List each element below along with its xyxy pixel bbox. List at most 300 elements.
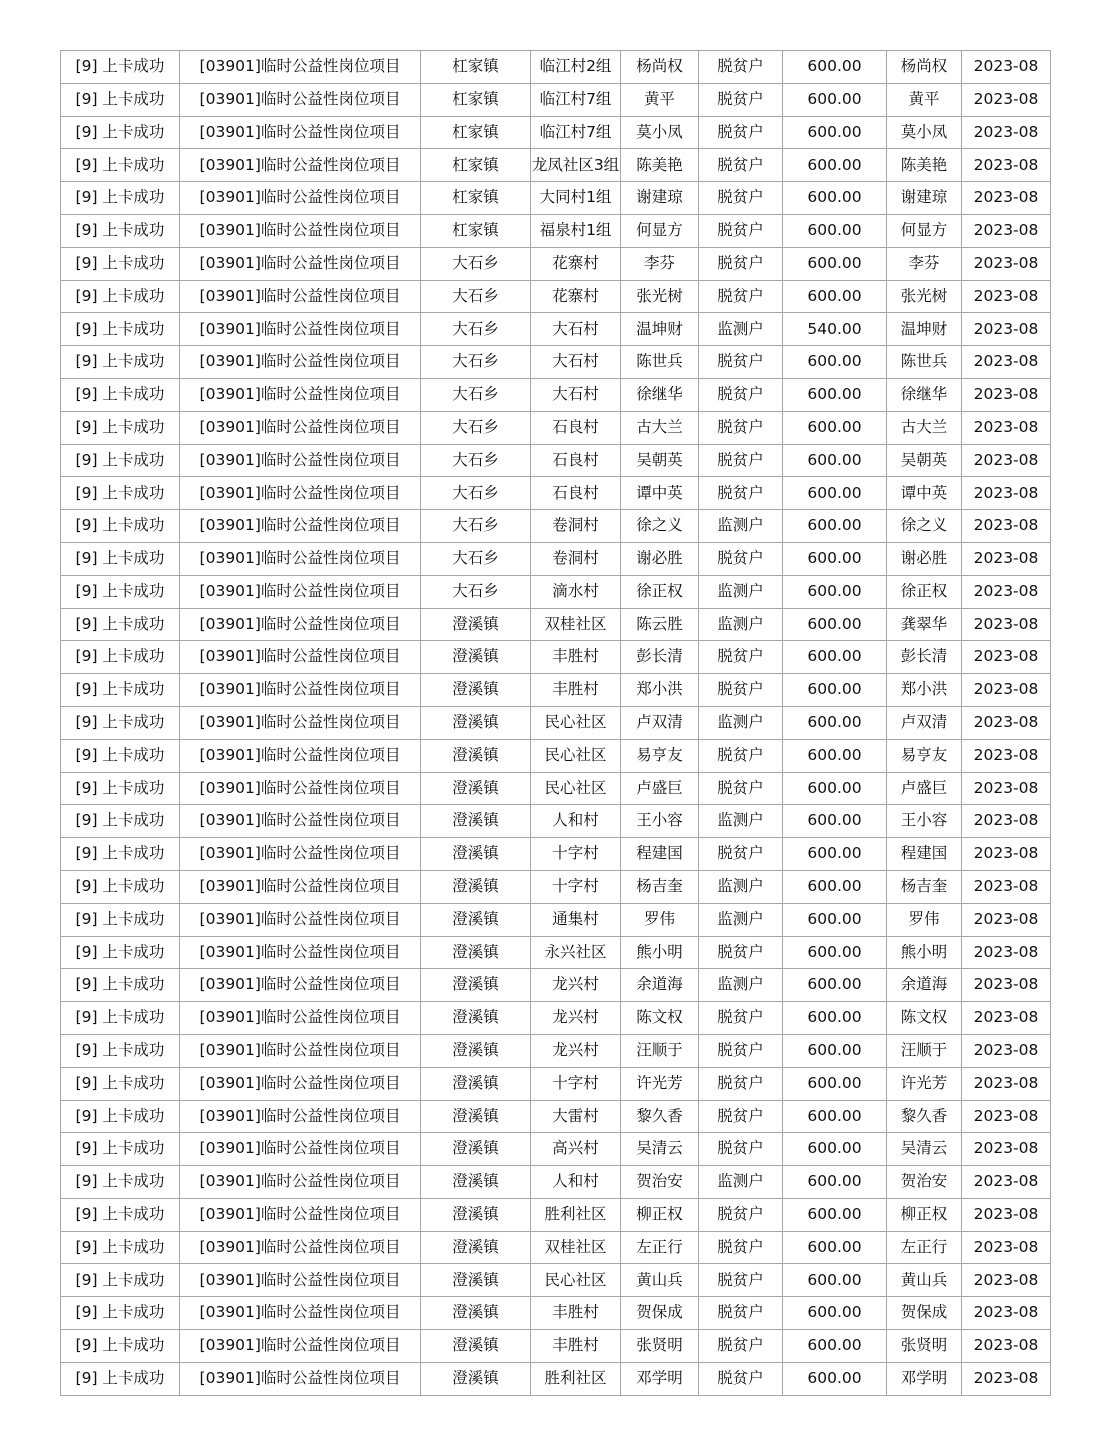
payee-cell: 莫小凤 [887, 116, 962, 149]
amount-cell: 600.00 [783, 838, 887, 871]
village-cell: 临江村2组 [531, 51, 621, 84]
table-row [61, 182, 1051, 215]
village-cell: 龙兴村 [531, 969, 621, 1002]
table-row [61, 51, 1051, 84]
village-cell: 大雷村 [531, 1100, 621, 1133]
name-cell: 陈云胜 [621, 608, 699, 641]
period-cell: 2023-08 [962, 83, 1051, 116]
township-cell: 大石乡 [421, 477, 531, 510]
name-cell: 温坤财 [621, 313, 699, 346]
payee-cell: 黄平 [887, 83, 962, 116]
project-cell: [03901]临时公益性岗位项目 [180, 739, 421, 772]
township-cell: 澄溪镇 [421, 739, 531, 772]
project-cell: [03901]临时公益性岗位项目 [180, 378, 421, 411]
amount-cell: 600.00 [783, 1034, 887, 1067]
household-type-cell: 脱贫户 [699, 1100, 783, 1133]
status-cell: [9] 上卡成功 [61, 838, 180, 871]
table-row [61, 706, 1051, 739]
project-cell: [03901]临时公益性岗位项目 [180, 870, 421, 903]
project-cell: [03901]临时公益性岗位项目 [180, 411, 421, 444]
project-cell: [03901]临时公益性岗位项目 [180, 641, 421, 674]
table-row [61, 641, 1051, 674]
township-cell: 澄溪镇 [421, 1231, 531, 1264]
amount-cell: 600.00 [783, 1198, 887, 1231]
village-cell: 高兴村 [531, 1133, 621, 1166]
status-cell: [9] 上卡成功 [61, 444, 180, 477]
status-cell: [9] 上卡成功 [61, 805, 180, 838]
project-cell: [03901]临时公益性岗位项目 [180, 1002, 421, 1035]
name-cell: 王小容 [621, 805, 699, 838]
name-cell: 徐继华 [621, 378, 699, 411]
township-cell: 杠家镇 [421, 149, 531, 182]
amount-cell: 600.00 [783, 477, 887, 510]
name-cell: 黄山兵 [621, 1264, 699, 1297]
status-cell: [9] 上卡成功 [61, 214, 180, 247]
payee-cell: 彭长清 [887, 641, 962, 674]
household-type-cell: 脱贫户 [699, 1297, 783, 1330]
household-type-cell: 监测户 [699, 805, 783, 838]
table-row [61, 214, 1051, 247]
table-row [61, 411, 1051, 444]
period-cell: 2023-08 [962, 608, 1051, 641]
name-cell: 张光树 [621, 280, 699, 313]
village-cell: 花寨村 [531, 280, 621, 313]
status-cell: [9] 上卡成功 [61, 346, 180, 379]
household-type-cell: 监测户 [699, 969, 783, 1002]
household-type-cell: 脱贫户 [699, 477, 783, 510]
village-cell: 福泉村1组 [531, 214, 621, 247]
township-cell: 澄溪镇 [421, 1166, 531, 1199]
period-cell: 2023-08 [962, 1002, 1051, 1035]
payee-cell: 卢盛巨 [887, 772, 962, 805]
status-cell: [9] 上卡成功 [61, 1231, 180, 1264]
township-cell: 杠家镇 [421, 116, 531, 149]
payee-cell: 余道海 [887, 969, 962, 1002]
amount-cell: 600.00 [783, 182, 887, 215]
project-cell: [03901]临时公益性岗位项目 [180, 936, 421, 969]
period-cell: 2023-08 [962, 1362, 1051, 1395]
amount-cell: 600.00 [783, 378, 887, 411]
township-cell: 澄溪镇 [421, 805, 531, 838]
name-cell: 张贤明 [621, 1330, 699, 1363]
table-row [61, 313, 1051, 346]
payee-cell: 徐正权 [887, 575, 962, 608]
payee-cell: 古大兰 [887, 411, 962, 444]
status-cell: [9] 上卡成功 [61, 772, 180, 805]
payee-cell: 左正行 [887, 1231, 962, 1264]
village-cell: 民心社区 [531, 1264, 621, 1297]
status-cell: [9] 上卡成功 [61, 1198, 180, 1231]
township-cell: 大石乡 [421, 280, 531, 313]
name-cell: 吴朝英 [621, 444, 699, 477]
amount-cell: 600.00 [783, 1297, 887, 1330]
status-cell: [9] 上卡成功 [61, 1297, 180, 1330]
payee-cell: 熊小明 [887, 936, 962, 969]
project-cell: [03901]临时公益性岗位项目 [180, 346, 421, 379]
township-cell: 大石乡 [421, 510, 531, 543]
amount-cell: 600.00 [783, 1067, 887, 1100]
project-cell: [03901]临时公益性岗位项目 [180, 247, 421, 280]
project-cell: [03901]临时公益性岗位项目 [180, 51, 421, 84]
payee-cell: 贺保成 [887, 1297, 962, 1330]
amount-cell: 600.00 [783, 510, 887, 543]
status-cell: [9] 上卡成功 [61, 1133, 180, 1166]
table-row [61, 247, 1051, 280]
project-cell: [03901]临时公益性岗位项目 [180, 542, 421, 575]
table-row [61, 575, 1051, 608]
village-cell: 石良村 [531, 444, 621, 477]
payee-cell: 易亨友 [887, 739, 962, 772]
name-cell: 贺治安 [621, 1166, 699, 1199]
payee-cell: 张贤明 [887, 1330, 962, 1363]
household-type-cell: 监测户 [699, 870, 783, 903]
period-cell: 2023-08 [962, 1166, 1051, 1199]
household-type-cell: 脱贫户 [699, 1231, 783, 1264]
name-cell: 易亨友 [621, 739, 699, 772]
village-cell: 胜利社区 [531, 1198, 621, 1231]
township-cell: 澄溪镇 [421, 969, 531, 1002]
village-cell: 卷洞村 [531, 510, 621, 543]
period-cell: 2023-08 [962, 444, 1051, 477]
table-row [61, 903, 1051, 936]
status-cell: [9] 上卡成功 [61, 83, 180, 116]
village-cell: 龙兴村 [531, 1002, 621, 1035]
name-cell: 谢建琼 [621, 182, 699, 215]
village-cell: 丰胜村 [531, 674, 621, 707]
amount-cell: 600.00 [783, 1362, 887, 1395]
amount-cell: 600.00 [783, 1100, 887, 1133]
period-cell: 2023-08 [962, 1330, 1051, 1363]
project-cell: [03901]临时公益性岗位项目 [180, 280, 421, 313]
amount-cell: 600.00 [783, 116, 887, 149]
period-cell: 2023-08 [962, 969, 1051, 1002]
village-cell: 大同村1组 [531, 182, 621, 215]
status-cell: [9] 上卡成功 [61, 1362, 180, 1395]
village-cell: 民心社区 [531, 772, 621, 805]
table-row [61, 870, 1051, 903]
project-cell: [03901]临时公益性岗位项目 [180, 575, 421, 608]
status-cell: [9] 上卡成功 [61, 575, 180, 608]
village-cell: 丰胜村 [531, 1297, 621, 1330]
household-type-cell: 脱贫户 [699, 838, 783, 871]
project-cell: [03901]临时公益性岗位项目 [180, 1297, 421, 1330]
name-cell: 许光芳 [621, 1067, 699, 1100]
period-cell: 2023-08 [962, 1034, 1051, 1067]
amount-cell: 600.00 [783, 346, 887, 379]
period-cell: 2023-08 [962, 247, 1051, 280]
table-row [61, 378, 1051, 411]
project-cell: [03901]临时公益性岗位项目 [180, 477, 421, 510]
amount-cell: 600.00 [783, 411, 887, 444]
name-cell: 徐正权 [621, 575, 699, 608]
village-cell: 民心社区 [531, 739, 621, 772]
status-cell: [9] 上卡成功 [61, 51, 180, 84]
status-cell: [9] 上卡成功 [61, 542, 180, 575]
period-cell: 2023-08 [962, 51, 1051, 84]
project-cell: [03901]临时公益性岗位项目 [180, 1264, 421, 1297]
status-cell: [9] 上卡成功 [61, 608, 180, 641]
amount-cell: 600.00 [783, 608, 887, 641]
name-cell: 熊小明 [621, 936, 699, 969]
name-cell: 贺保成 [621, 1297, 699, 1330]
table-row [61, 477, 1051, 510]
status-cell: [9] 上卡成功 [61, 1330, 180, 1363]
household-type-cell: 脱贫户 [699, 641, 783, 674]
payee-cell: 谭中英 [887, 477, 962, 510]
amount-cell: 600.00 [783, 280, 887, 313]
period-cell: 2023-08 [962, 149, 1051, 182]
table-row [61, 280, 1051, 313]
amount-cell: 600.00 [783, 542, 887, 575]
amount-cell: 600.00 [783, 1264, 887, 1297]
period-cell: 2023-08 [962, 346, 1051, 379]
status-cell: [9] 上卡成功 [61, 739, 180, 772]
township-cell: 澄溪镇 [421, 903, 531, 936]
village-cell: 丰胜村 [531, 641, 621, 674]
project-cell: [03901]临时公益性岗位项目 [180, 214, 421, 247]
table-row [61, 1231, 1051, 1264]
status-cell: [9] 上卡成功 [61, 116, 180, 149]
township-cell: 澄溪镇 [421, 1067, 531, 1100]
payee-cell: 陈文权 [887, 1002, 962, 1035]
township-cell: 大石乡 [421, 247, 531, 280]
payee-cell: 许光芳 [887, 1067, 962, 1100]
status-cell: [9] 上卡成功 [61, 1264, 180, 1297]
township-cell: 大石乡 [421, 378, 531, 411]
household-type-cell: 脱贫户 [699, 1133, 783, 1166]
status-cell: [9] 上卡成功 [61, 313, 180, 346]
project-cell: [03901]临时公益性岗位项目 [180, 674, 421, 707]
payee-cell: 郑小洪 [887, 674, 962, 707]
name-cell: 陈美艳 [621, 149, 699, 182]
period-cell: 2023-08 [962, 903, 1051, 936]
amount-cell: 600.00 [783, 903, 887, 936]
status-cell: [9] 上卡成功 [61, 641, 180, 674]
payee-cell: 程建国 [887, 838, 962, 871]
household-type-cell: 脱贫户 [699, 378, 783, 411]
period-cell: 2023-08 [962, 739, 1051, 772]
township-cell: 澄溪镇 [421, 641, 531, 674]
payee-cell: 柳正权 [887, 1198, 962, 1231]
name-cell: 卢双清 [621, 706, 699, 739]
name-cell: 吴清云 [621, 1133, 699, 1166]
village-cell: 临江村7组 [531, 116, 621, 149]
payee-cell: 陈美艳 [887, 149, 962, 182]
table-row [61, 805, 1051, 838]
project-cell: [03901]临时公益性岗位项目 [180, 1133, 421, 1166]
village-cell: 民心社区 [531, 706, 621, 739]
amount-cell: 600.00 [783, 1330, 887, 1363]
amount-cell: 600.00 [783, 805, 887, 838]
amount-cell: 600.00 [783, 1166, 887, 1199]
amount-cell: 600.00 [783, 969, 887, 1002]
payee-cell: 徐继华 [887, 378, 962, 411]
township-cell: 澄溪镇 [421, 1297, 531, 1330]
household-type-cell: 脱贫户 [699, 772, 783, 805]
project-cell: [03901]临时公益性岗位项目 [180, 1198, 421, 1231]
table-row [61, 1264, 1051, 1297]
name-cell: 郑小洪 [621, 674, 699, 707]
payee-cell: 贺治安 [887, 1166, 962, 1199]
township-cell: 澄溪镇 [421, 1133, 531, 1166]
amount-cell: 600.00 [783, 149, 887, 182]
household-type-cell: 脱贫户 [699, 674, 783, 707]
status-cell: [9] 上卡成功 [61, 1166, 180, 1199]
amount-cell: 600.00 [783, 575, 887, 608]
project-cell: [03901]临时公益性岗位项目 [180, 116, 421, 149]
name-cell: 徐之义 [621, 510, 699, 543]
table-row [61, 1362, 1051, 1395]
period-cell: 2023-08 [962, 280, 1051, 313]
table-row [61, 772, 1051, 805]
status-cell: [9] 上卡成功 [61, 936, 180, 969]
household-type-cell: 脱贫户 [699, 1198, 783, 1231]
status-cell: [9] 上卡成功 [61, 510, 180, 543]
payee-cell: 温坤财 [887, 313, 962, 346]
period-cell: 2023-08 [962, 313, 1051, 346]
status-cell: [9] 上卡成功 [61, 182, 180, 215]
period-cell: 2023-08 [962, 182, 1051, 215]
name-cell: 杨尚权 [621, 51, 699, 84]
name-cell: 彭长清 [621, 641, 699, 674]
village-cell: 双桂社区 [531, 608, 621, 641]
name-cell: 黄平 [621, 83, 699, 116]
period-cell: 2023-08 [962, 772, 1051, 805]
township-cell: 澄溪镇 [421, 1198, 531, 1231]
township-cell: 杠家镇 [421, 214, 531, 247]
period-cell: 2023-08 [962, 510, 1051, 543]
table-row [61, 1133, 1051, 1166]
name-cell: 谢必胜 [621, 542, 699, 575]
table-row [61, 1034, 1051, 1067]
name-cell: 李芬 [621, 247, 699, 280]
status-cell: [9] 上卡成功 [61, 706, 180, 739]
table-row [61, 969, 1051, 1002]
amount-cell: 600.00 [783, 641, 887, 674]
period-cell: 2023-08 [962, 1231, 1051, 1264]
table-row [61, 1198, 1051, 1231]
household-type-cell: 脱贫户 [699, 739, 783, 772]
period-cell: 2023-08 [962, 1067, 1051, 1100]
township-cell: 大石乡 [421, 313, 531, 346]
status-cell: [9] 上卡成功 [61, 1034, 180, 1067]
township-cell: 杠家镇 [421, 83, 531, 116]
household-type-cell: 监测户 [699, 1166, 783, 1199]
township-cell: 杠家镇 [421, 51, 531, 84]
payee-cell: 邓学明 [887, 1362, 962, 1395]
household-type-cell: 脱贫户 [699, 149, 783, 182]
village-cell: 大石村 [531, 378, 621, 411]
amount-cell: 540.00 [783, 313, 887, 346]
project-cell: [03901]临时公益性岗位项目 [180, 1231, 421, 1264]
name-cell: 谭中英 [621, 477, 699, 510]
village-cell: 卷洞村 [531, 542, 621, 575]
household-type-cell: 脱贫户 [699, 280, 783, 313]
status-cell: [9] 上卡成功 [61, 1100, 180, 1133]
period-cell: 2023-08 [962, 1198, 1051, 1231]
table-row [61, 510, 1051, 543]
period-cell: 2023-08 [962, 1297, 1051, 1330]
amount-cell: 600.00 [783, 870, 887, 903]
township-cell: 澄溪镇 [421, 1330, 531, 1363]
table-body [61, 51, 1051, 1396]
period-cell: 2023-08 [962, 575, 1051, 608]
name-cell: 左正行 [621, 1231, 699, 1264]
village-cell: 十字村 [531, 838, 621, 871]
township-cell: 澄溪镇 [421, 706, 531, 739]
project-cell: [03901]临时公益性岗位项目 [180, 1034, 421, 1067]
table-row [61, 149, 1051, 182]
amount-cell: 600.00 [783, 1231, 887, 1264]
payee-cell: 张光树 [887, 280, 962, 313]
household-type-cell: 脱贫户 [699, 1330, 783, 1363]
status-cell: [9] 上卡成功 [61, 674, 180, 707]
amount-cell: 600.00 [783, 674, 887, 707]
village-cell: 人和村 [531, 805, 621, 838]
household-type-cell: 脱贫户 [699, 1002, 783, 1035]
name-cell: 陈文权 [621, 1002, 699, 1035]
name-cell: 余道海 [621, 969, 699, 1002]
status-cell: [9] 上卡成功 [61, 411, 180, 444]
village-cell: 龙凤社区3组 [531, 149, 621, 182]
project-cell: [03901]临时公益性岗位项目 [180, 1166, 421, 1199]
household-type-cell: 脱贫户 [699, 1362, 783, 1395]
household-type-cell: 脱贫户 [699, 51, 783, 84]
table-row [61, 674, 1051, 707]
household-type-cell: 脱贫户 [699, 1067, 783, 1100]
township-cell: 澄溪镇 [421, 1362, 531, 1395]
payee-cell: 罗伟 [887, 903, 962, 936]
project-cell: [03901]临时公益性岗位项目 [180, 510, 421, 543]
name-cell: 邓学明 [621, 1362, 699, 1395]
village-cell: 永兴社区 [531, 936, 621, 969]
name-cell: 古大兰 [621, 411, 699, 444]
period-cell: 2023-08 [962, 1133, 1051, 1166]
payee-cell: 何显方 [887, 214, 962, 247]
period-cell: 2023-08 [962, 936, 1051, 969]
period-cell: 2023-08 [962, 477, 1051, 510]
payee-cell: 杨吉奎 [887, 870, 962, 903]
village-cell: 大石村 [531, 346, 621, 379]
household-type-cell: 脱贫户 [699, 83, 783, 116]
township-cell: 澄溪镇 [421, 772, 531, 805]
period-cell: 2023-08 [962, 378, 1051, 411]
status-cell: [9] 上卡成功 [61, 477, 180, 510]
household-type-cell: 监测户 [699, 706, 783, 739]
payment-records-table [60, 50, 1051, 1396]
township-cell: 大石乡 [421, 411, 531, 444]
period-cell: 2023-08 [962, 870, 1051, 903]
project-cell: [03901]临时公益性岗位项目 [180, 1362, 421, 1395]
period-cell: 2023-08 [962, 706, 1051, 739]
household-type-cell: 监测户 [699, 313, 783, 346]
village-cell: 石良村 [531, 477, 621, 510]
payee-cell: 卢双清 [887, 706, 962, 739]
payee-cell: 谢必胜 [887, 542, 962, 575]
village-cell: 石良村 [531, 411, 621, 444]
payee-cell: 吴朝英 [887, 444, 962, 477]
table-row [61, 1330, 1051, 1363]
period-cell: 2023-08 [962, 1264, 1051, 1297]
period-cell: 2023-08 [962, 116, 1051, 149]
name-cell: 汪顺于 [621, 1034, 699, 1067]
status-cell: [9] 上卡成功 [61, 378, 180, 411]
household-type-cell: 监测户 [699, 575, 783, 608]
township-cell: 澄溪镇 [421, 1034, 531, 1067]
table-row [61, 542, 1051, 575]
status-cell: [9] 上卡成功 [61, 1002, 180, 1035]
amount-cell: 600.00 [783, 444, 887, 477]
